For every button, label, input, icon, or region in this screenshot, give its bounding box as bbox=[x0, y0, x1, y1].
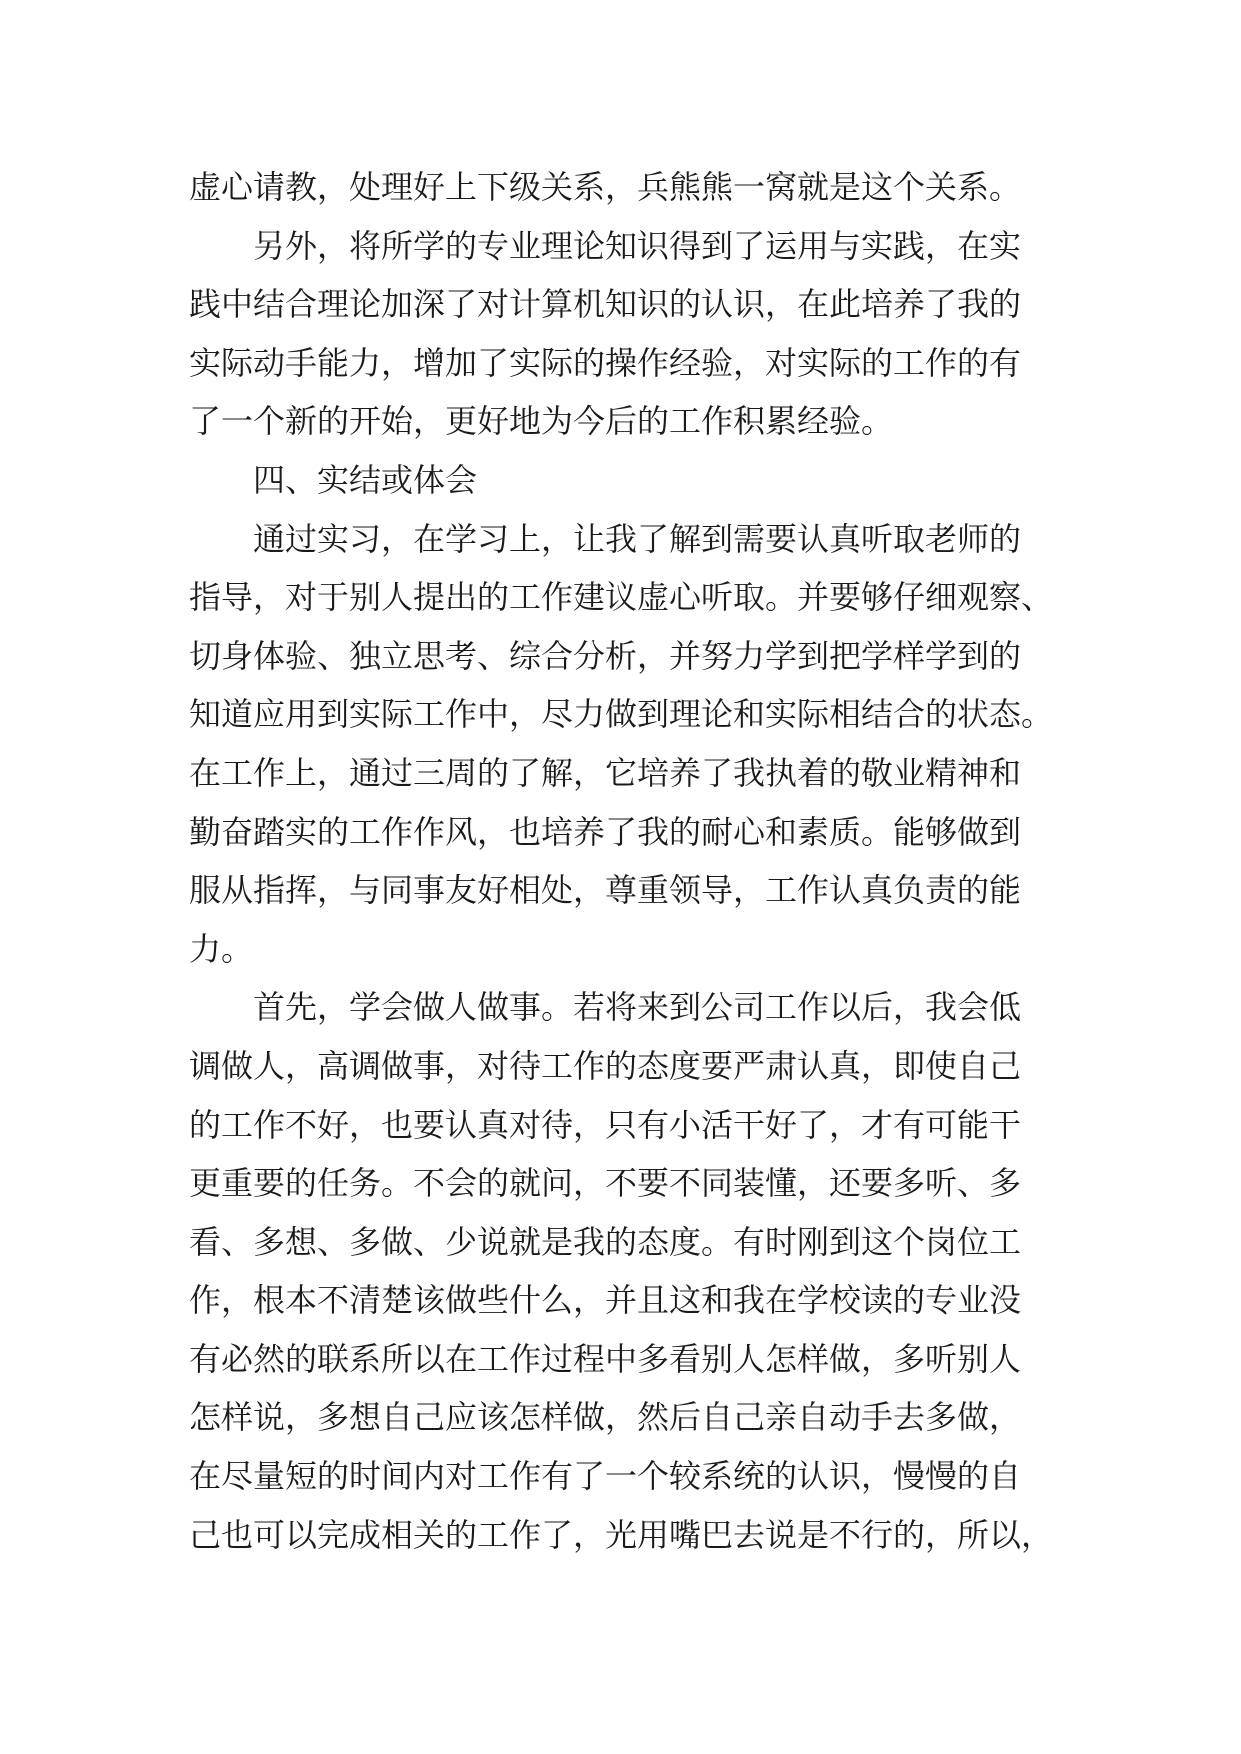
text-line: 首先，学会做人做事。若将来到公司工作以后，我会低 bbox=[253, 988, 1022, 1027]
text-line: 知道应用到实际工作中，尽力做到理论和实际相结合的状态。 bbox=[189, 695, 1054, 734]
text-line: 在工作上，通过三周的了解，它培养了我执着的敬业精神和 bbox=[189, 753, 1022, 792]
text-line: 通过实习，在学习上，让我了解到需要认真听取老师的 bbox=[253, 519, 1022, 558]
text-line: 在尽量短的时间内对工作有了一个较系统的认识，慢慢的自 bbox=[189, 1457, 1022, 1496]
text-line: 看、多想、多做、少说就是我的态度。有时刚到这个岗位工 bbox=[189, 1222, 1022, 1261]
text-line: 有必然的联系所以在工作过程中多看别人怎样做，多听别人 bbox=[189, 1339, 1022, 1378]
text-line: 勤奋踏实的工作作风，也培养了我的耐心和素质。能够做到 bbox=[189, 812, 1022, 851]
text-line: 虚心请教，处理好上下级关系，兵熊熊一窝就是这个关系。 bbox=[189, 168, 1022, 206]
text-line: 更重要的任务。不会的就问，不要不同装懂，还要多听、多 bbox=[189, 1164, 1022, 1203]
text-line: 的工作不好，也要认真对待，只有小活干好了，才有可能干 bbox=[189, 1105, 1022, 1144]
text-line: 作，根本不清楚该做些什么，并且这和我在学校读的专业没 bbox=[189, 1281, 1022, 1320]
text-line: 切身体验、独立思考、综合分析，并努力学到把学样学到的 bbox=[189, 636, 1022, 675]
text-line: 另外，将所学的专业理论知识得到了运用与实践，在实 bbox=[253, 226, 1022, 265]
body-text bbox=[189, 158, 1069, 1564]
text-line: 了一个新的开始，更好地为今后的工作积累经验。 bbox=[189, 402, 894, 441]
text-line: 调做人，高调做事，对待工作的态度要严肃认真，即使自己 bbox=[189, 1046, 1022, 1085]
text-line: 指导，对于别人提出的工作建议虚心听取。并要够仔细观察、 bbox=[189, 578, 1054, 617]
text-line: 怎样说，多想自己应该怎样做，然后自己亲自动手去多做， bbox=[189, 1398, 1022, 1437]
text-line: 实际动手能力，增加了实际的操作经验，对实际的工作的有 bbox=[189, 343, 1022, 382]
text-line: 践中结合理论加深了对计算机知识的认识，在此培养了我的 bbox=[189, 285, 1022, 324]
text-line: 服从指挥，与同事友好相处，尊重领导，工作认真负责的能 bbox=[189, 871, 1022, 910]
text-line: 己也可以完成相关的工作了，光用嘴巴去说是不行的，所以， bbox=[189, 1515, 1054, 1554]
section-heading: 四、实结或体会 bbox=[253, 460, 478, 499]
text-line: 力。 bbox=[189, 929, 254, 968]
